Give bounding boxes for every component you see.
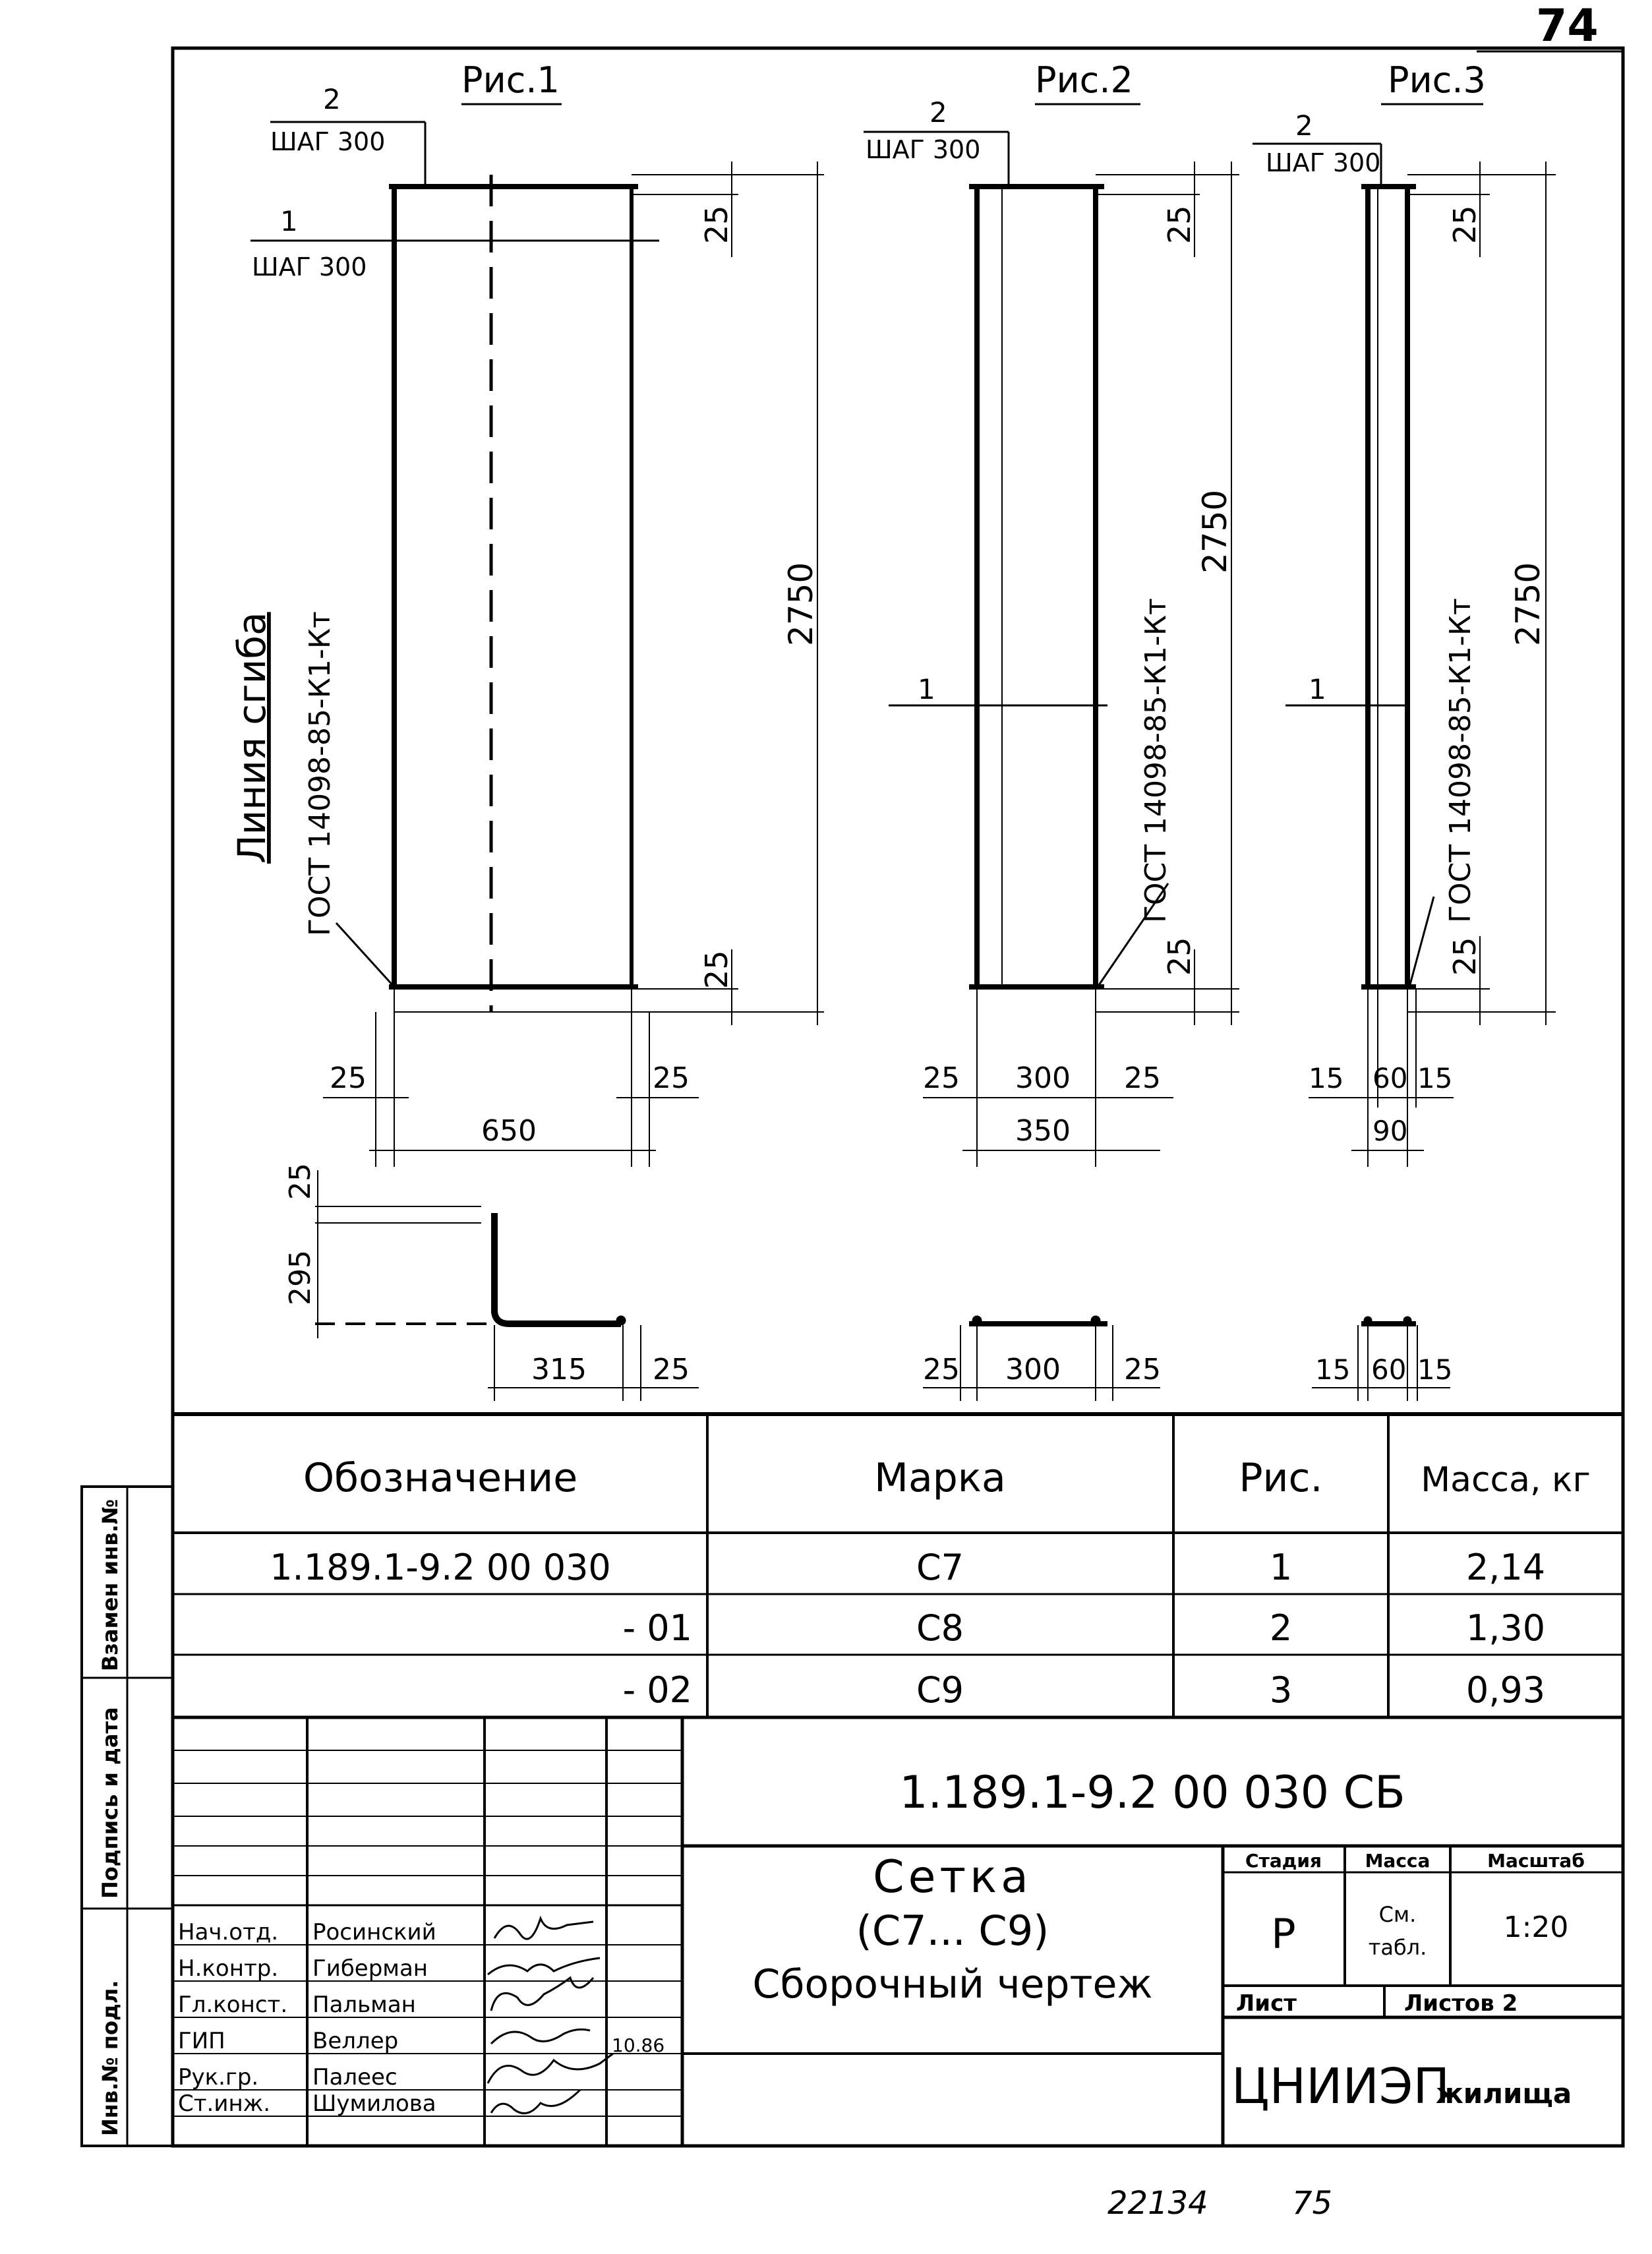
spec-row3-mass: 0,93: [1465, 1669, 1546, 1711]
sig-date: 10.86: [612, 2034, 665, 2056]
product-name-line3: Сборочный чертеж: [752, 1961, 1153, 2007]
figure-3-dim-left: 15: [1309, 1062, 1344, 1094]
spec-row2-figure: 2: [1269, 1607, 1293, 1649]
page-number-bottom: 75: [1292, 2185, 1333, 2222]
figure-2-section-dot: [1091, 1316, 1100, 1325]
figure-3-dim-middle: 60: [1372, 1062, 1408, 1094]
product-name-line1: Сетка: [873, 1851, 1032, 1903]
figure-1-section-dim-top: 25: [283, 1163, 317, 1200]
figure-3-dim-top: 25: [1447, 205, 1483, 244]
spec-header-figure: Рис.: [1239, 1455, 1323, 1501]
figure-1-gost-label: ГОСТ 14098-85-К1-Кт: [303, 611, 337, 936]
figure-3-dim-right: 15: [1417, 1062, 1453, 1094]
sheet-label: Лист: [1236, 1990, 1297, 2017]
figure-1-dim-width: 650: [481, 1114, 537, 1148]
spec-header-mass: Масса, кг: [1421, 1460, 1591, 1500]
sig-role-2: Н.контр.: [178, 1955, 279, 1982]
figure-3-section-dot: [1364, 1317, 1372, 1324]
margin-replacement-inv: Взамен инв.№: [98, 1498, 123, 1671]
figure-1-dim-height: 2750: [782, 562, 820, 646]
page-number-top: 74: [1536, 0, 1599, 52]
sig-name-3: Пальман: [312, 1992, 416, 2018]
figure-3-bar2-number: 2: [1295, 109, 1313, 142]
stage-value: Р: [1271, 1910, 1296, 1958]
sig-role-5: Рук.гр.: [178, 2064, 259, 2091]
spec-row2-mass: 1,30: [1465, 1607, 1546, 1649]
figure-1-bar2-step: ШАГ 300: [270, 127, 386, 156]
figure-3-title: Рис.3: [1388, 59, 1486, 101]
figure-3-bar2-step: ШАГ 300: [1266, 148, 1381, 177]
figure-3-dim-bottom: 25: [1447, 937, 1483, 976]
figure-2-bar2-step: ШАГ 300: [866, 135, 981, 164]
figure-1-dim-bottom: 25: [699, 950, 734, 989]
figure-1-bend-line-label: Линия сгиба: [229, 612, 274, 864]
figure-2-section-dim-right: 25: [1124, 1353, 1161, 1386]
spec-row3-mark: С9: [916, 1669, 964, 1711]
figure-1-section-dim-horizontal: 315: [531, 1353, 587, 1386]
stage-header: Стадия: [1245, 1850, 1322, 1872]
figure-3-gost-label: ГОСТ 14098-85-К1-Кт: [1444, 598, 1477, 923]
figure-1-dim-right: 25: [653, 1061, 690, 1095]
figure-1-dim-top: 25: [699, 205, 734, 244]
figure-2-section-dot: [972, 1316, 982, 1325]
margin-original-inv: Инв.№ подл.: [98, 1980, 123, 2136]
figure-3-section-dim-middle: 60: [1371, 1353, 1407, 1386]
figure-3-dim-height: 2750: [1509, 562, 1547, 646]
sig-name-2: Гиберман: [312, 1955, 428, 1982]
figure-2-dim-bottom: 25: [1162, 937, 1197, 976]
sig-name-6: Шумилова: [312, 2091, 436, 2117]
figure-2-section-dim-middle: 300: [1005, 1353, 1061, 1386]
sig-role-3: Гл.конст.: [178, 1992, 288, 2018]
sheets-label: Листов 2: [1404, 1990, 1518, 2017]
figure-1-title: Рис.1: [461, 59, 560, 101]
figure-3-dim-width: 90: [1372, 1115, 1408, 1147]
figure-2-dim-height: 2750: [1196, 489, 1234, 574]
figure-2-section-dim-left: 25: [923, 1353, 960, 1386]
scale-value: 1:20: [1503, 1911, 1569, 1944]
margin-signature-date: Подпись и дата: [98, 1707, 123, 1899]
figure-2-dim-right: 25: [1124, 1061, 1161, 1095]
sig-name-5: Палеес: [312, 2064, 398, 2091]
figure-3-section-dot: [1403, 1317, 1411, 1324]
spec-header-designation: Обозначение: [303, 1455, 578, 1501]
archive-number: 22134: [1107, 2185, 1208, 2222]
spec-row3-figure: 3: [1269, 1669, 1293, 1711]
spec-row3-designation: - 02: [622, 1669, 692, 1711]
figure-3-section-dim-left: 15: [1315, 1353, 1351, 1386]
sig-role-1: Нач.отд.: [178, 1919, 279, 1945]
spec-header-mark: Марка: [874, 1455, 1006, 1501]
figure-3-bar1-number: 1: [1309, 673, 1326, 705]
figure-3-section-dim-right: 15: [1417, 1353, 1453, 1386]
figure-2-dim-width: 350: [1015, 1114, 1071, 1148]
sig-name-1: Росинский: [312, 1919, 436, 1945]
figure-2-dim-top: 25: [1162, 205, 1197, 244]
organization-main: ЦНИИЭП: [1231, 2058, 1450, 2115]
spec-row1-mark: С7: [916, 1547, 964, 1588]
scale-header: Масштаб: [1487, 1850, 1585, 1872]
figure-2-title: Рис.2: [1035, 59, 1133, 101]
figure-1-bar1-number: 1: [280, 205, 298, 237]
mass-value-line1: См.: [1378, 1902, 1417, 1927]
sig-role-6: Ст.инж.: [178, 2091, 271, 2117]
figure-1-bar1-step: ШАГ 300: [252, 252, 367, 282]
organization-sub: жилища: [1436, 2077, 1572, 2110]
figure-1-dim-left: 25: [330, 1061, 367, 1095]
spec-row1-figure: 1: [1269, 1547, 1293, 1588]
figure-1-bar2-number: 2: [323, 83, 341, 115]
product-name-line2: (С7... С9): [856, 1907, 1049, 1955]
document-code: 1.189.1-9.2 00 030 СБ: [899, 1767, 1405, 1819]
spec-row2-mark: С8: [916, 1607, 964, 1649]
figure-1-section-dim-vertical: 295: [283, 1250, 317, 1305]
spec-row1-designation: 1.189.1-9.2 00 030: [270, 1547, 611, 1588]
figure-2-bar1-number: 1: [918, 673, 935, 705]
figure-1-section-bar-dot: [616, 1316, 626, 1325]
figure-2-gost-label: ГОСТ 14098-85-К1-Кт: [1139, 598, 1173, 923]
sig-role-4: ГИП: [178, 2028, 225, 2054]
mass-value-line2: табл.: [1368, 1935, 1427, 1960]
figure-2-dim-middle: 300: [1015, 1061, 1071, 1095]
sig-name-4: Веллер: [312, 2028, 399, 2054]
mass-header: Масса: [1365, 1850, 1431, 1872]
spec-row1-mass: 2,14: [1465, 1547, 1546, 1588]
figure-2-dim-left: 25: [923, 1061, 960, 1095]
spec-row2-designation: - 01: [622, 1607, 692, 1649]
figure-2-bar2-number: 2: [929, 96, 947, 129]
figure-1-section-dim-end: 25: [653, 1353, 690, 1386]
